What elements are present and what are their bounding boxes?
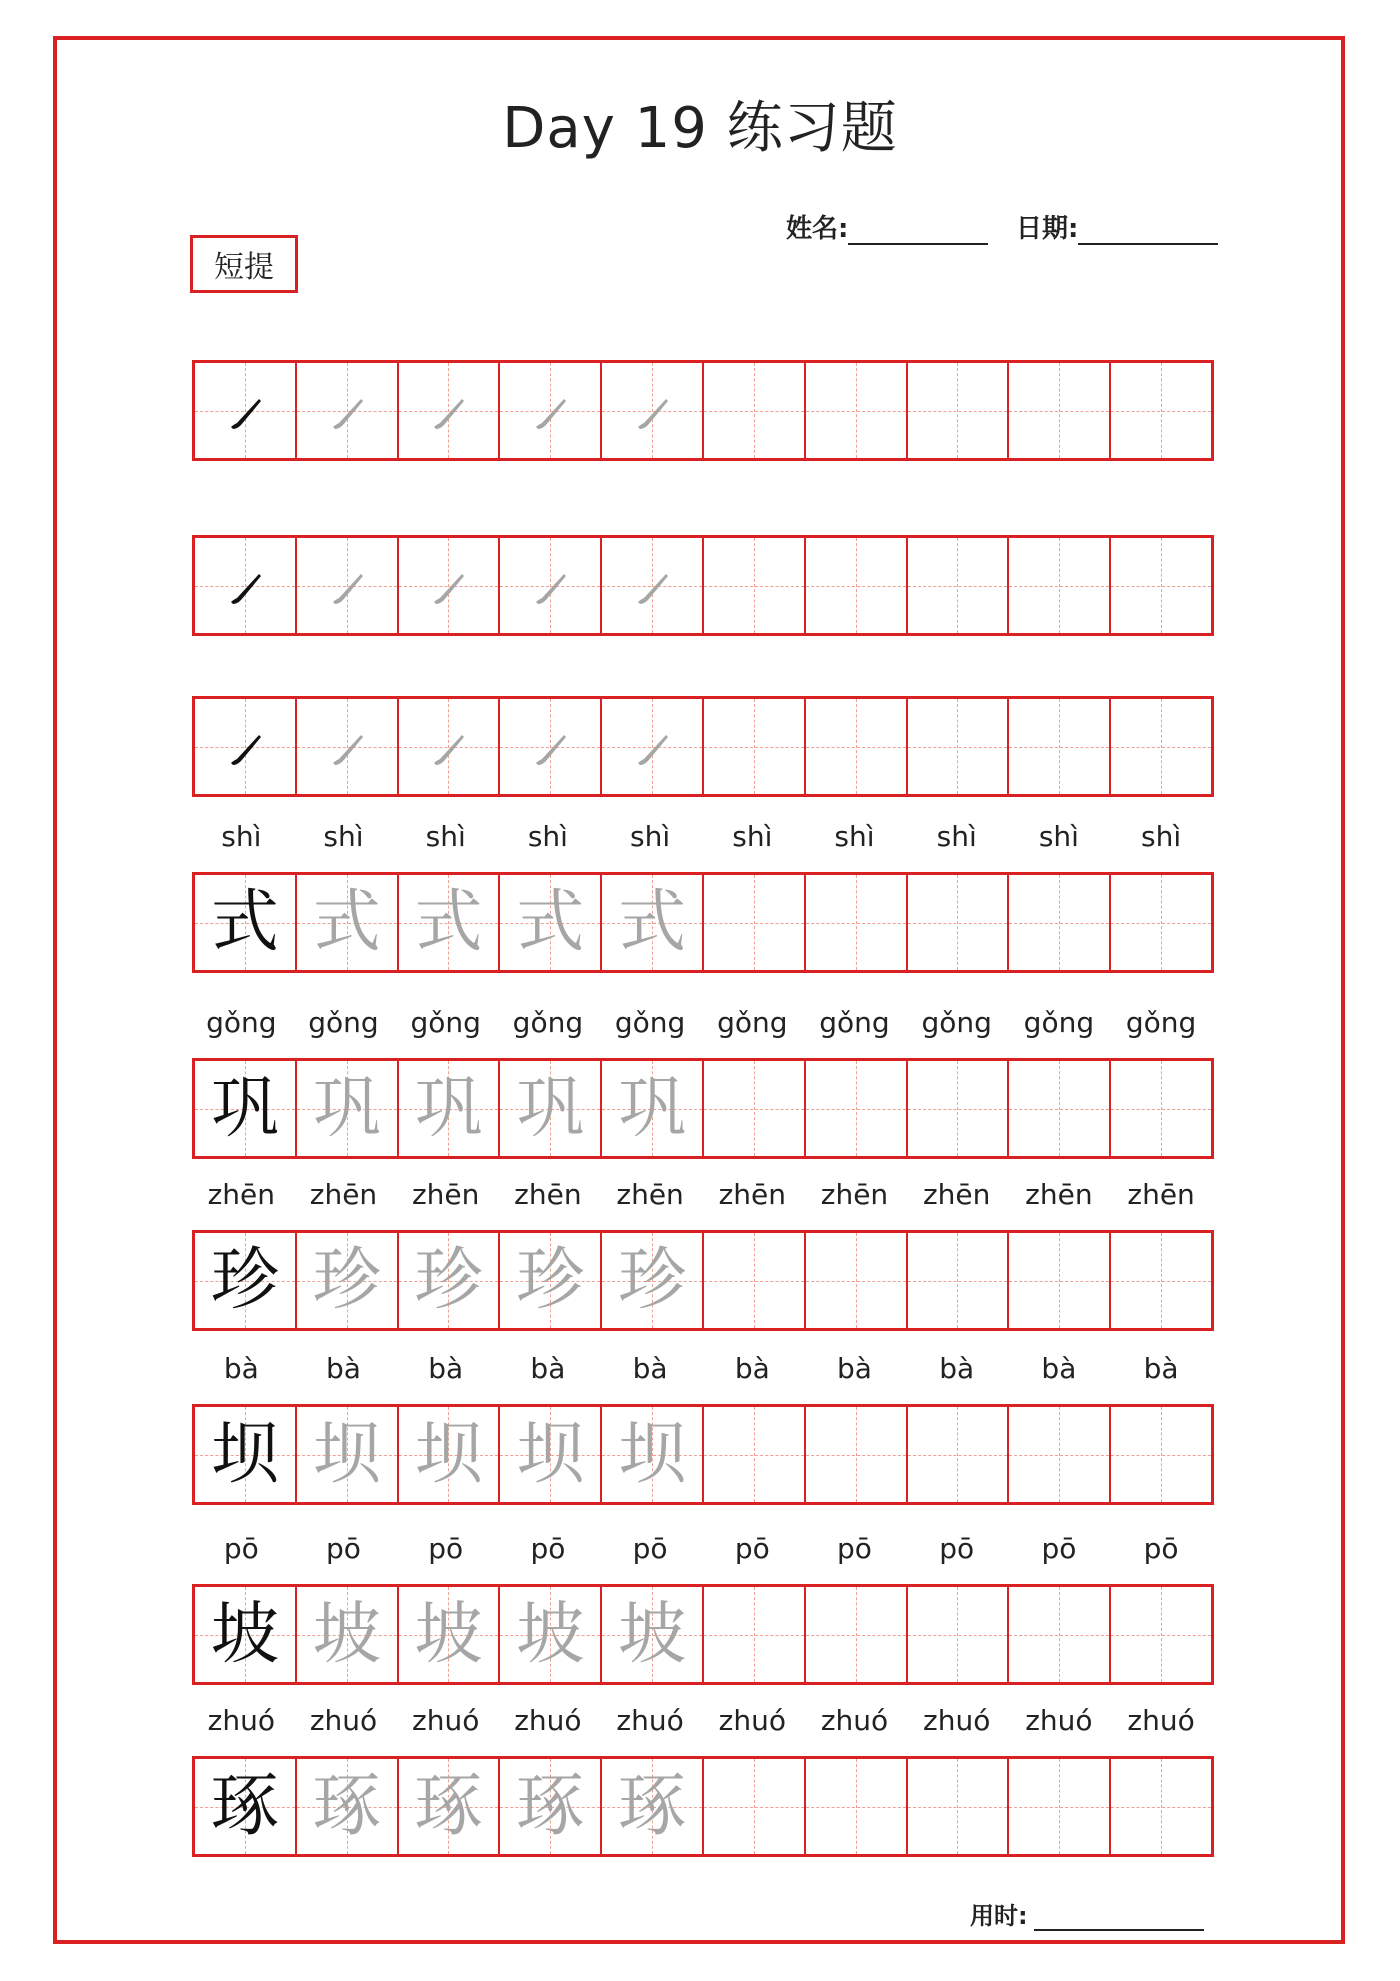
- pinyin-label: gǒng: [206, 1006, 277, 1039]
- pinyin-row: [190, 1532, 1216, 1572]
- short-rising-stroke-model: [215, 381, 275, 441]
- pinyin-label: shì: [1141, 820, 1182, 853]
- practice-cell[interactable]: [908, 1061, 1010, 1156]
- trace-character: 坝: [414, 1414, 483, 1494]
- model-character: 巩: [210, 1068, 279, 1148]
- pinyin-label: bà: [1041, 1352, 1077, 1385]
- pinyin-label: bà: [530, 1352, 566, 1385]
- pinyin-label: zhuó: [514, 1704, 582, 1737]
- practice-cell[interactable]: [1111, 363, 1211, 458]
- practice-cell[interactable]: [602, 1407, 704, 1502]
- pinyin-label: zhuó: [207, 1704, 275, 1737]
- pinyin-label: shì: [425, 820, 466, 853]
- worksheet-title: Day 19 练习题: [502, 96, 898, 161]
- time-label: 用时:: [970, 1902, 1028, 1930]
- pinyin-label: pō: [223, 1532, 259, 1565]
- time-line[interactable]: [1034, 1903, 1204, 1931]
- trace-character: 坡: [516, 1594, 585, 1674]
- trace-character: 坝: [618, 1414, 687, 1494]
- pinyin-label: zhēn: [616, 1178, 684, 1211]
- pinyin-label: gǒng: [1125, 1006, 1197, 1039]
- trace-character: 珍: [414, 1240, 483, 1320]
- practice-cell[interactable]: [602, 1233, 704, 1328]
- practice-cell[interactable]: [806, 1061, 908, 1156]
- short-rising-stroke-trace: [520, 381, 580, 441]
- practice-cell[interactable]: [602, 1759, 704, 1854]
- pinyin-label: bà: [939, 1352, 975, 1385]
- practice-cell[interactable]: [1111, 875, 1211, 970]
- trace-character: 式: [312, 882, 381, 962]
- pinyin-row: [190, 1006, 1216, 1046]
- practice-cell[interactable]: [602, 363, 704, 458]
- pinyin-label: zhēn: [411, 1178, 480, 1211]
- short-rising-stroke-trace: [317, 556, 377, 616]
- pinyin-label: shì: [527, 820, 568, 853]
- practice-cell[interactable]: [500, 363, 602, 458]
- pinyin-label: shì: [221, 820, 262, 853]
- stroke-name-tag: 短提: [190, 235, 298, 293]
- practice-cell[interactable]: [195, 538, 297, 633]
- pinyin-label: pō: [326, 1532, 361, 1565]
- pinyin-label: pō: [1041, 1532, 1077, 1565]
- practice-cell[interactable]: [908, 538, 1010, 633]
- practice-cell[interactable]: [602, 1587, 704, 1682]
- practice-cell[interactable]: [908, 1407, 1010, 1502]
- pinyin-label: zhuó: [820, 1704, 889, 1737]
- pinyin-label: zhēn: [718, 1178, 786, 1211]
- practice-cell[interactable]: [704, 363, 806, 458]
- trace-character: 琢: [312, 1766, 381, 1846]
- practice-cell[interactable]: [1009, 875, 1111, 970]
- short-rising-stroke-trace: [520, 717, 580, 777]
- practice-cell[interactable]: [1111, 1233, 1211, 1328]
- practice-cell[interactable]: [195, 1407, 297, 1502]
- practice-cell[interactable]: [602, 538, 704, 633]
- model-character: 坝: [210, 1414, 279, 1494]
- pinyin-label: shì: [732, 820, 773, 853]
- name-field[interactable]: [786, 208, 988, 245]
- pinyin-label: pō: [837, 1532, 872, 1565]
- name-label: 姓名:: [786, 214, 849, 244]
- short-rising-stroke-trace: [520, 556, 580, 616]
- pinyin-label: pō: [939, 1532, 975, 1565]
- practice-cell[interactable]: [1111, 1587, 1211, 1682]
- pinyin-label: bà: [1143, 1352, 1179, 1385]
- date-field[interactable]: [1016, 208, 1218, 245]
- practice-cell[interactable]: [1009, 1587, 1111, 1682]
- model-character: 坡: [210, 1594, 279, 1674]
- pinyin-label: zhuó: [718, 1704, 786, 1737]
- stroke-practice-row: [192, 360, 1214, 461]
- practice-cell[interactable]: [195, 699, 297, 794]
- pinyin-row: [190, 1352, 1216, 1392]
- practice-cell[interactable]: [806, 875, 908, 970]
- pinyin-label: gǒng: [819, 1006, 890, 1039]
- pinyin-label: bà: [223, 1352, 259, 1385]
- pinyin-label: bà: [837, 1352, 872, 1385]
- practice-cell[interactable]: [297, 1759, 399, 1854]
- practice-cell[interactable]: [704, 1407, 806, 1502]
- practice-cell[interactable]: [908, 699, 1010, 794]
- pinyin-label: zhēn: [922, 1178, 991, 1211]
- pinyin-label: shì: [1038, 820, 1079, 853]
- pinyin-label: pō: [632, 1532, 668, 1565]
- pinyin-label: shì: [630, 820, 671, 853]
- practice-cell[interactable]: [1111, 1759, 1211, 1854]
- character-practice-row: [192, 1230, 1214, 1331]
- practice-cell[interactable]: [806, 538, 908, 633]
- short-rising-stroke-trace: [418, 717, 478, 777]
- pinyin-label: zhuó: [923, 1704, 991, 1737]
- practice-cell[interactable]: [602, 875, 704, 970]
- trace-character: 巩: [516, 1068, 585, 1148]
- practice-cell[interactable]: [500, 1233, 602, 1328]
- practice-cell[interactable]: [908, 1587, 1010, 1682]
- pinyin-label: bà: [326, 1352, 361, 1385]
- practice-cell[interactable]: [399, 1061, 501, 1156]
- model-character: 式: [210, 882, 279, 962]
- practice-cell[interactable]: [908, 363, 1010, 458]
- short-rising-stroke-trace: [622, 556, 682, 616]
- practice-cell[interactable]: [704, 875, 806, 970]
- practice-cell[interactable]: [602, 1061, 704, 1156]
- short-rising-stroke-trace: [418, 381, 478, 441]
- pinyin-label: shì: [834, 820, 875, 853]
- practice-cell[interactable]: [908, 1233, 1010, 1328]
- trace-character: 珍: [516, 1240, 585, 1320]
- stroke-practice-row: [192, 696, 1214, 797]
- practice-cell[interactable]: [399, 1587, 501, 1682]
- trace-character: 坝: [516, 1414, 585, 1494]
- practice-cell[interactable]: [195, 1759, 297, 1854]
- practice-cell[interactable]: [1009, 363, 1111, 458]
- practice-cell[interactable]: [297, 699, 399, 794]
- pinyin-label: gǒng: [1023, 1006, 1095, 1039]
- short-rising-stroke-model: [215, 717, 275, 777]
- practice-cell[interactable]: [806, 1233, 908, 1328]
- practice-cell[interactable]: [806, 699, 908, 794]
- trace-character: 式: [618, 882, 687, 962]
- pinyin-label: gǒng: [921, 1006, 992, 1039]
- practice-cell[interactable]: [297, 1061, 399, 1156]
- model-character: 琢: [210, 1766, 279, 1846]
- trace-character: 坡: [618, 1594, 687, 1674]
- trace-character: 坡: [414, 1594, 483, 1674]
- practice-cell[interactable]: [1111, 1061, 1211, 1156]
- practice-cell[interactable]: [1009, 1061, 1111, 1156]
- character-practice-row: [192, 1584, 1214, 1685]
- short-rising-stroke-trace: [418, 556, 478, 616]
- practice-cell[interactable]: [297, 875, 399, 970]
- trace-character: 琢: [516, 1766, 585, 1846]
- practice-cell[interactable]: [704, 1061, 806, 1156]
- practice-cell[interactable]: [195, 1587, 297, 1682]
- practice-cell[interactable]: [195, 1061, 297, 1156]
- practice-cell[interactable]: [1009, 538, 1111, 633]
- practice-cell[interactable]: [399, 538, 501, 633]
- pinyin-label: zhuó: [309, 1704, 378, 1737]
- short-rising-stroke-trace: [622, 381, 682, 441]
- practice-cell[interactable]: [806, 1587, 908, 1682]
- practice-cell[interactable]: [1111, 699, 1211, 794]
- pinyin-label: gǒng: [717, 1006, 788, 1039]
- practice-cell[interactable]: [806, 1759, 908, 1854]
- character-practice-row: [192, 1756, 1214, 1857]
- trace-character: 式: [516, 882, 585, 962]
- practice-cell[interactable]: [399, 1759, 501, 1854]
- pinyin-label: pō: [1143, 1532, 1179, 1565]
- practice-cell[interactable]: [399, 1233, 501, 1328]
- pinyin-row: [190, 820, 1216, 860]
- pinyin-label: zhuó: [616, 1704, 684, 1737]
- pinyin-label: zhēn: [207, 1178, 275, 1211]
- pinyin-label: shì: [936, 820, 977, 853]
- trace-character: 式: [414, 882, 483, 962]
- practice-cell[interactable]: [500, 1061, 602, 1156]
- trace-character: 珍: [312, 1240, 381, 1320]
- pinyin-label: zhēn: [1127, 1178, 1195, 1211]
- pinyin-label: gǒng: [410, 1006, 481, 1039]
- pinyin-label: bà: [632, 1352, 668, 1385]
- short-rising-stroke-trace: [622, 717, 682, 777]
- pinyin-label: bà: [734, 1352, 770, 1385]
- stroke-practice-row: [192, 535, 1214, 636]
- practice-cell[interactable]: [1009, 1233, 1111, 1328]
- practice-cell[interactable]: [704, 538, 806, 633]
- practice-cell[interactable]: [297, 1587, 399, 1682]
- practice-cell[interactable]: [500, 1587, 602, 1682]
- pinyin-label: zhēn: [1025, 1178, 1093, 1211]
- practice-cell[interactable]: [399, 699, 501, 794]
- practice-cell[interactable]: [1009, 1759, 1111, 1854]
- character-practice-row: [192, 872, 1214, 973]
- pinyin-label: pō: [734, 1532, 770, 1565]
- pinyin-label: gǒng: [308, 1006, 379, 1039]
- short-rising-stroke-model: [215, 556, 275, 616]
- trace-character: 巩: [312, 1068, 381, 1148]
- practice-cell[interactable]: [500, 1759, 602, 1854]
- practice-cell[interactable]: [1111, 1407, 1211, 1502]
- trace-character: 珍: [618, 1240, 687, 1320]
- pinyin-label: zhēn: [820, 1178, 889, 1211]
- pinyin-label: zhuó: [1025, 1704, 1093, 1737]
- practice-cell[interactable]: [704, 1233, 806, 1328]
- trace-character: 巩: [414, 1068, 483, 1148]
- trace-character: 坡: [312, 1594, 381, 1674]
- pinyin-label: gǒng: [614, 1006, 686, 1039]
- character-practice-row: [192, 1058, 1214, 1159]
- time-field[interactable]: [970, 1896, 1204, 1931]
- date-line[interactable]: [1078, 215, 1218, 245]
- practice-cell[interactable]: [297, 1233, 399, 1328]
- short-rising-stroke-trace: [317, 717, 377, 777]
- practice-cell[interactable]: [297, 363, 399, 458]
- practice-cell[interactable]: [908, 1759, 1010, 1854]
- practice-cell[interactable]: [399, 875, 501, 970]
- pinyin-row: [190, 1704, 1216, 1744]
- practice-cell[interactable]: [704, 1759, 806, 1854]
- practice-cell[interactable]: [908, 875, 1010, 970]
- pinyin-label: pō: [428, 1532, 464, 1565]
- name-line[interactable]: [848, 215, 988, 245]
- practice-cell[interactable]: [704, 1587, 806, 1682]
- pinyin-label: shì: [323, 820, 364, 853]
- pinyin-label: bà: [428, 1352, 464, 1385]
- pinyin-label: gǒng: [512, 1006, 584, 1039]
- practice-cell[interactable]: [1111, 538, 1211, 633]
- practice-cell[interactable]: [297, 538, 399, 633]
- practice-cell[interactable]: [806, 363, 908, 458]
- practice-cell[interactable]: [195, 363, 297, 458]
- pinyin-row: [190, 1178, 1216, 1218]
- pinyin-label: pō: [530, 1532, 566, 1565]
- pinyin-label: zhuó: [1127, 1704, 1195, 1737]
- model-character: 珍: [210, 1240, 279, 1320]
- practice-cell[interactable]: [1009, 1407, 1111, 1502]
- pinyin-label: zhuó: [412, 1704, 480, 1737]
- practice-cell[interactable]: [297, 1407, 399, 1502]
- trace-character: 琢: [618, 1766, 687, 1846]
- practice-cell[interactable]: [1009, 699, 1111, 794]
- trace-character: 琢: [414, 1766, 483, 1846]
- trace-character: 巩: [618, 1068, 687, 1148]
- practice-cell[interactable]: [195, 875, 297, 970]
- character-practice-row: [192, 1404, 1214, 1505]
- practice-cell[interactable]: [399, 363, 501, 458]
- trace-character: 坝: [312, 1414, 381, 1494]
- pinyin-label: zhēn: [514, 1178, 582, 1211]
- practice-cell[interactable]: [704, 699, 806, 794]
- practice-cell[interactable]: [500, 699, 602, 794]
- practice-cell[interactable]: [500, 875, 602, 970]
- practice-cell[interactable]: [806, 1407, 908, 1502]
- practice-cell[interactable]: [500, 538, 602, 633]
- pinyin-label: zhēn: [309, 1178, 378, 1211]
- short-rising-stroke-trace: [317, 381, 377, 441]
- date-label: 日期:: [1016, 214, 1079, 244]
- practice-cell[interactable]: [399, 1407, 501, 1502]
- practice-cell[interactable]: [602, 699, 704, 794]
- practice-cell[interactable]: [195, 1233, 297, 1328]
- practice-cell[interactable]: [500, 1407, 602, 1502]
